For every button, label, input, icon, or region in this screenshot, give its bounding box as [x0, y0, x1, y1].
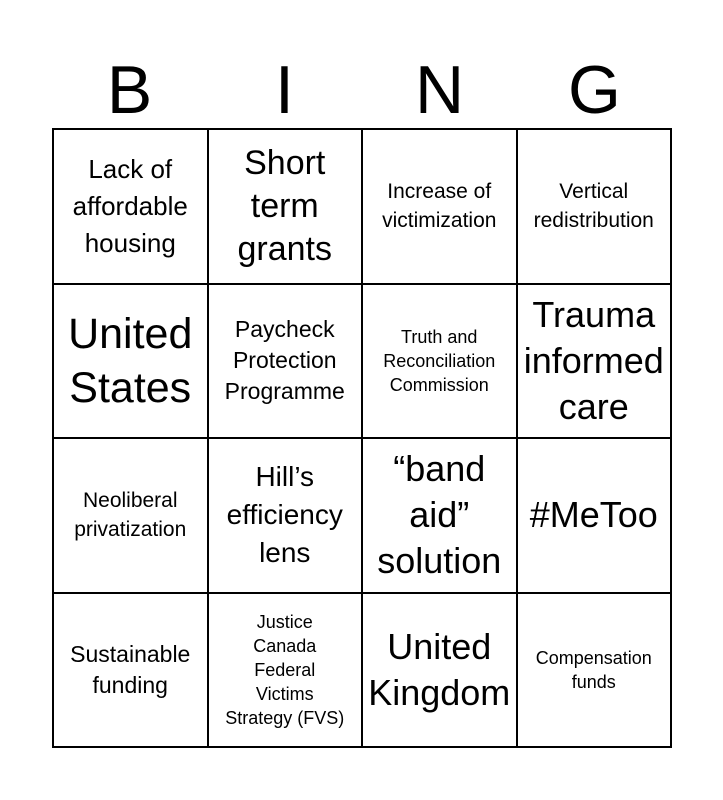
header-letter-i: I — [275, 52, 294, 128]
bingo-cell[interactable]: Truth and Reconciliation Commission — [363, 285, 518, 440]
bingo-cell[interactable]: Justice Canada Federal Victims Strategy (FVS) — [209, 594, 364, 749]
bingo-cell[interactable]: Increase of victimization — [363, 130, 518, 285]
bingo-cell[interactable]: Short term grants — [209, 130, 364, 285]
bingo-cell[interactable]: Neoliberal privatization — [54, 439, 209, 594]
bingo-cell[interactable]: Trauma informed care — [518, 285, 673, 440]
bingo-cell[interactable]: United States — [54, 285, 209, 440]
bingo-cell[interactable]: United Kingdom — [363, 594, 518, 749]
bingo-header — [52, 50, 672, 128]
bingo-cell[interactable]: “band aid” solution — [363, 439, 518, 594]
bingo-cell[interactable]: Paycheck Protection Programme — [209, 285, 364, 440]
bingo-cell[interactable]: Lack of affordable housing — [54, 130, 209, 285]
bingo-board — [52, 128, 672, 748]
bingo-cell[interactable]: Sustainable funding — [54, 594, 209, 749]
header-letter-b: B — [106, 52, 153, 128]
header-letter-n: N — [414, 52, 465, 128]
bingo-cell[interactable]: Vertical redistribution — [518, 130, 673, 285]
bingo-cell[interactable]: #MeToo — [518, 439, 673, 594]
bingo-cell[interactable]: Hill’s efficiency lens — [209, 439, 364, 594]
header-letter-g: G — [568, 52, 621, 128]
bingo-cell[interactable]: Compensation funds — [518, 594, 673, 749]
